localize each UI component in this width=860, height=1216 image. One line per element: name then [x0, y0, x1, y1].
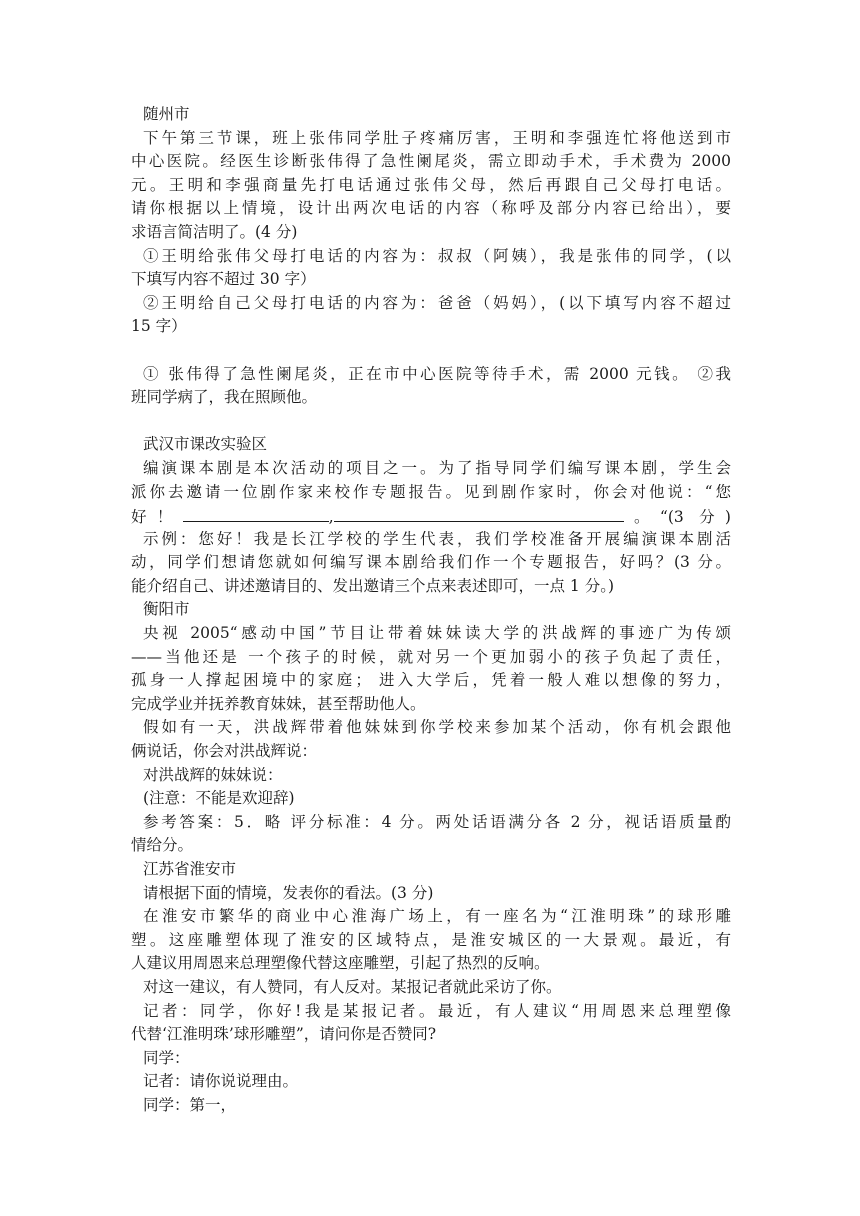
text-line: 孤身一人撑起困境中的家庭； 进入大学后，凭着一般人难以想像的努力，: [131, 671, 731, 690]
huaian-reporter-1: [131, 1000, 731, 1047]
text-span: 好！: [131, 508, 183, 527]
blank-gap: [131, 410, 731, 434]
text-line: 请你根据以上情境，设计出两次电话的内容（称呼及部分内容已给出），要: [131, 199, 731, 218]
text-line: 元。王明和李强商量先打电话通过张伟父母，然后再跟自己父母打电话。: [131, 175, 731, 194]
section-title-hengyang: 衡阳市: [143, 600, 190, 619]
text-line: 示例：您好！我是长江学校的学生代表，我们学校准备开展编演课本剧活: [143, 529, 731, 548]
text-span: 。“(3 分): [623, 508, 731, 527]
huaian-para-2: 对这一建议，有人赞同，有人反对。某报记者就此采访了你。: [143, 977, 562, 996]
hengyang-para-1: [131, 622, 731, 716]
answer-blank-2: [334, 504, 624, 522]
blank-gap: [131, 339, 731, 363]
document-page: [131, 103, 731, 1118]
suizhou-question: [131, 127, 731, 245]
text-line: 下填写内容不超过 30 字）: [131, 270, 316, 289]
text-line: 班同学病了，我在照顾他。: [131, 388, 318, 407]
text-line: 下午第三节课，班上张伟同学肚子疼痛厉害，王明和李强连忙将他送到市: [143, 128, 731, 147]
text-line: 塑。这座雕塑体现了淮安的区域特点，是淮安城区的一大景观。最近，有: [131, 930, 731, 949]
text-line: 人建议用周恩来总理塑像代替这座雕塑，引起了热烈的反响。: [131, 954, 550, 973]
text-line: 情给分。: [131, 836, 194, 855]
section-title-wuhan: 武汉市课改实验区: [143, 435, 268, 454]
note-line: (注意：不能是欢迎辞): [143, 789, 295, 808]
text-line: ②王明给自己父母打电话的内容为：爸爸（妈妈），(以下填写内容不超过: [143, 293, 731, 312]
huaian-student-2: 同学：第一，: [143, 1095, 237, 1114]
text-line: 参考答案：5．略 评分标准：4 分。两处话语满分各 2 分，视话语质量酌: [143, 812, 731, 831]
text-line: 代替‘江淮明珠’球形雕塑”，请问你是否赞同?: [131, 1025, 437, 1044]
suizhou-item-2: [131, 292, 731, 339]
suizhou-answer: [131, 363, 731, 410]
text-line: 15 字）: [131, 317, 187, 336]
text-line: 中心医院。经医生诊断张伟得了急性阑尾炎，需立即动手术，手术费为 2000: [131, 152, 731, 171]
text-line: 假如有一天，洪战辉带着他妹妹到你学校来参加某个活动，你有机会跟他: [143, 718, 731, 737]
text-line: 求语言简洁明了。(4 分): [131, 222, 298, 241]
section-title-huaian: 江苏省淮安市: [143, 860, 237, 878]
suizhou-item-1: [131, 245, 731, 292]
huaian-instruction: 请根据下面的情境，发表你的看法。(3 分): [143, 883, 434, 902]
huaian-reporter-2: 记者：请你说说理由。: [143, 1072, 299, 1091]
huaian-para-1: [131, 905, 731, 976]
text-line: 在淮安市繁华的商业中心淮海广场上，有一座名为“江淮明珠”的球形雕: [143, 907, 731, 926]
text-line: 能介绍自己、讲述邀请目的、发出邀请三个点来表述即可，一点 1 分。): [131, 576, 615, 595]
text-line: 派你去邀请一位剧作家来校作专题报告。见到剧作家时，你会对他说：“您: [131, 482, 731, 501]
fill-in-line: [131, 504, 731, 528]
text-line: 完成学业并抚养教育妹妹，甚至帮助他人。: [131, 694, 426, 713]
hengyang-answer: [131, 811, 731, 858]
text-span: ,: [328, 508, 334, 527]
text-line: ① 张伟得了急性阑尾炎，正在市中心医院等待手术，需 2000 元钱。 ②我: [143, 364, 731, 383]
text-line: 动，同学们想请您就如何编写课本剧给我们作一个专题报告，好吗？(3 分。: [131, 553, 731, 572]
text-line: 俩说话，你会对洪战辉说：: [131, 742, 318, 761]
wuhan-example: [131, 528, 731, 599]
text-line: ①王明给张伟父母打电话的内容为：叔叔（阿姨），我是张伟的同学，(以: [143, 246, 731, 265]
text-line: 记者：同学，你好!我是某报记者。最近，有人建议“用周恩来总理塑像: [143, 1001, 731, 1020]
text-line: 对洪战辉的妹妹说：: [143, 765, 283, 784]
huaian-student-1: 同学：: [143, 1048, 190, 1067]
wuhan-question: [131, 457, 731, 528]
text-line: 央视 2005“感动中国”节目让带着妹妹读大学的洪战辉的事迹广为传颂: [143, 624, 731, 643]
text-line: 编演课本剧是本次活动的项目之一。为了指导同学们编写课本剧，学生会: [143, 458, 731, 477]
text-line: ——当他还是 一个孩子的时候，就对另一个更加弱小的孩子负起了责任，: [131, 647, 731, 666]
hengyang-para-2: [131, 716, 731, 763]
section-title-suizhou: 随州市: [143, 105, 190, 123]
answer-blank-1: [183, 504, 329, 522]
